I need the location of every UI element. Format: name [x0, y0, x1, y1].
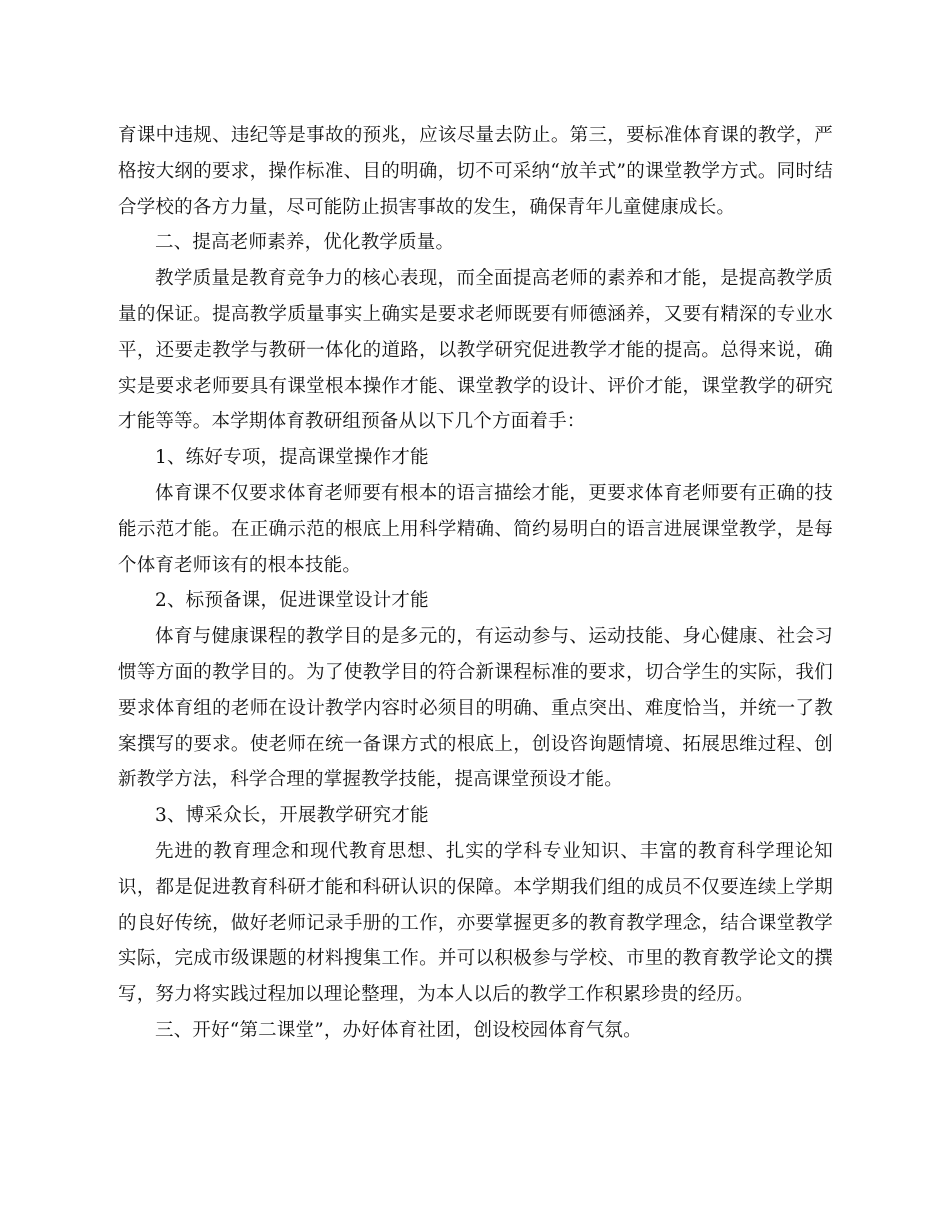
- paragraph: 体育与健康课程的教学目的是多元的，有运动参与、运动技能、身心健康、社会习惯等方面的教学目的。为了使教学目的符合新课程标准的要求，切合学生的实际，我们要求体育组的老师在设计教学内容时必须目的明确、重点突出、难度恰当，并统一了教案撰写的要求。使老师在统一备课方式的根底上，创设咨询题情境、拓展思维过程、创新教学方法，科学合理的掌握教学技能，提高课堂预设才能。: [118, 626, 833, 791]
- section-heading-2: 二、提高老师素养，优化教学质量。: [155, 232, 455, 254]
- paragraph-continuation: 育课中违规、违纪等是事故的预兆，应该尽量去防止。第三，要标准体育课的教学，严格按大纲的要求，操作标准、目的明确，切不可采纳“放羊式”的课堂教学方式。同时结合学校的各方力量，尽可能防止损害事故的发生，确保青年儿童健康成长。: [118, 125, 833, 218]
- subheading-3: 3、博采众长，开展教学研究才能: [155, 805, 429, 827]
- document-body: [118, 118, 833, 1049]
- paragraph: 教学质量是教育竞争力的核心表现，而全面提高老师的素养和才能，是提高教学质量的保证。提高教学质量事实上确实是要求老师既要有师德涵养，又要有精深的专业水平，还要走教学与教研一体化的道路，以教学研究促进教学才能的提高。总得来说，确实是要求老师要具有课堂根本操作才能、课堂教学的设计、评价才能，课堂教学的研究才能等等。本学期体育教研组预备从以下几个方面着手：: [118, 268, 833, 433]
- subheading-2: 2、标预备课，促进课堂设计才能: [155, 590, 429, 612]
- paragraph: 体育课不仅要求体育老师要有根本的语言描绘才能，更要求体育老师要有正确的技能示范才能。在正确示范的根底上用科学精确、简约易明白的语言进展课堂教学，是每个体育老师该有的根本技能。: [118, 482, 833, 576]
- section-heading-3: 三、开好“第二课堂”，办好体育社团，创设校园体育气氛。: [155, 1019, 642, 1041]
- paragraph: 先进的教育理念和现代教育思想、扎实的学科专业知识、丰富的教育科学理论知识，都是促进教育科研才能和科研认识的保障。本学期我们组的成员不仅要连续上学期的良好传统，做好老师记录手册的工作，亦要掌握更多的教育教学理念，结合课堂教学实际，完成市级课题的材料搜集工作。并可以积极参与学校、市里的教育教学论文的撰写，努力将实践过程加以理论整理，为本人以后的教学工作积累珍贵的经历。: [118, 840, 833, 1006]
- subheading-1: 1、练好专项，提高课堂操作才能: [155, 447, 429, 469]
